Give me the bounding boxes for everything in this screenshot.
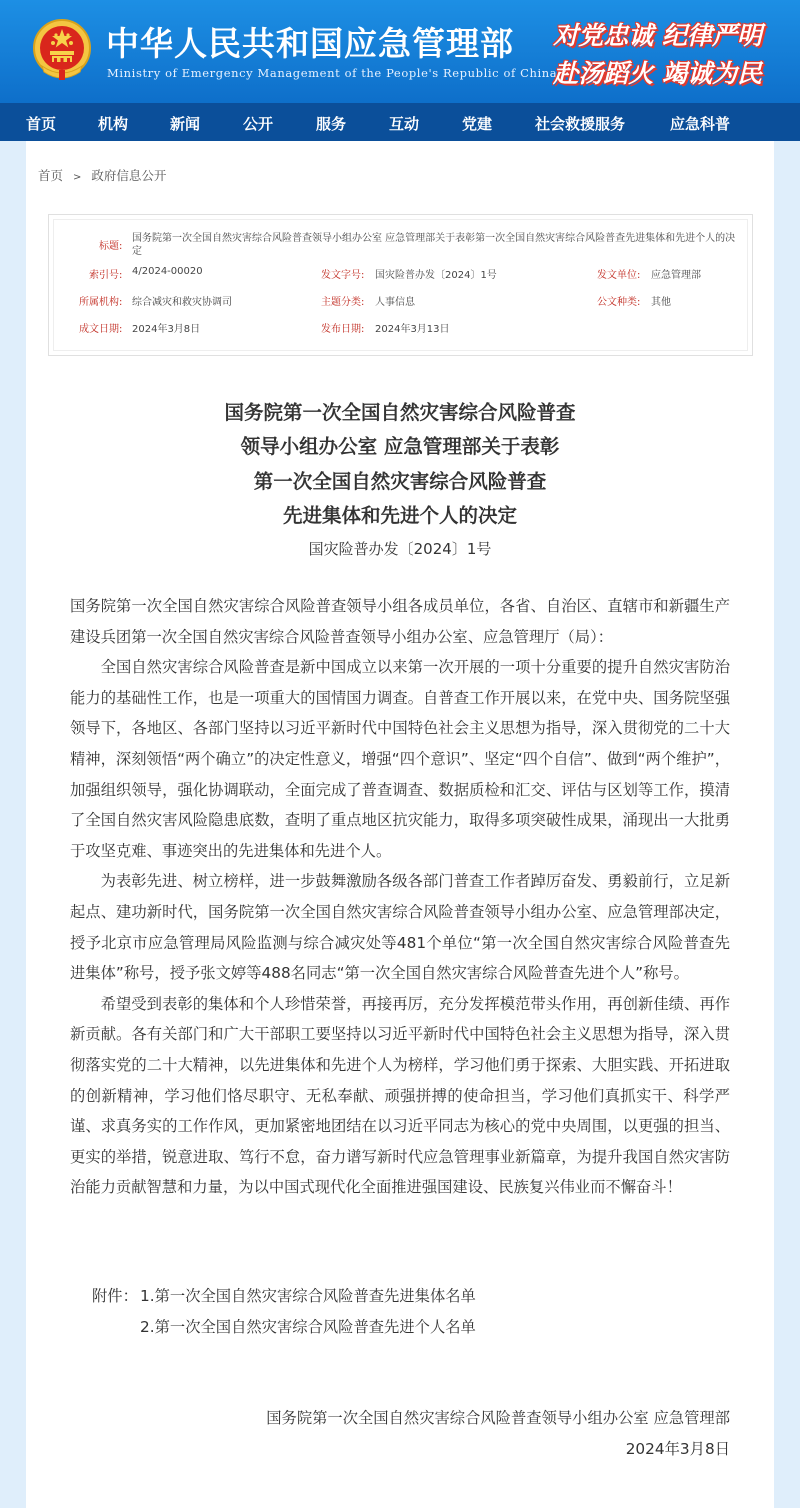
document-number: 国灾险普办发〔2024〕1号 <box>308 540 492 558</box>
attachment-1-link[interactable]: 1.第一次全国自然灾害综合风险普查先进集体名单 <box>140 1287 476 1305</box>
meta-docno-value: 国灾险普办发〔2024〕1号 <box>375 270 497 281</box>
document-title-line-3: 第一次全国自然灾害综合风险普查 <box>253 470 547 493</box>
nav-item-interaction[interactable]: 互动 <box>389 115 420 133</box>
main-nav <box>0 103 800 141</box>
attachment-2-link[interactable]: 2.第一次全国自然灾害综合风险普查先进个人名单 <box>140 1318 476 1336</box>
breadcrumb-current[interactable]: 政府信息公开 <box>91 168 167 183</box>
meta-issuer-label: 发文单位: <box>597 270 641 281</box>
meta-index-label: 索引号: <box>89 270 123 281</box>
document-meta-box <box>48 214 753 356</box>
site-header <box>0 0 800 103</box>
meta-title-value: 国务院第一次全国自然灾害综合风险普查领导小组办公室 应急管理部关于表彰第一次全国自然灾害综合风险普查先进集体和先进个人的决定 <box>132 233 736 257</box>
attachment-label: 附件： <box>92 1287 138 1305</box>
salutation: 国务院第一次全国自然灾害综合风险普查领导小组各成员单位，各省、自治区、直辖市和新疆生产建设兵团第一次全国自然灾害综合风险普查领导小组办公室、应急管理厅（局）： <box>70 597 730 646</box>
meta-type-value: 其他 <box>651 297 671 308</box>
nav-item-party[interactable]: 党建 <box>462 115 493 133</box>
meta-index-value: 4/2024-00020 <box>132 266 203 277</box>
slogan-line-1: 对党忠诚 纪律严明 <box>553 21 762 50</box>
document-title-line-2: 领导小组办公室 应急管理部关于表彰 <box>240 435 560 458</box>
document-title-line-4: 先进集体和先进个人的决定 <box>282 504 517 527</box>
content-panel <box>26 141 774 1508</box>
meta-type-label: 公文种类: <box>597 297 641 308</box>
slogan-line-2: 赴汤蹈火 竭诚为民 <box>553 59 762 88</box>
nav-item-organization[interactable]: 机构 <box>98 115 129 133</box>
meta-docno-label: 发文字号: <box>321 270 365 281</box>
body-paragraph-2: 为表彰先进、树立榜样，进一步鼓舞激励各级各部门普查工作者踔厉奋发、勇毅前行，立足新起点、建功新时代，国务院第一次全国自然灾害综合风险普查领导小组办公室、应急管理部决定，授予北京市应急管理局风险监测与综合减灾处等481个单位“第一次全国自然灾害综合风险普查先进集体”称号，授予张文婷等488名同志“第一次全国自然灾害综合风险普查先进个人”称号。 <box>70 872 730 983</box>
signature-date: 2024年3月8日 <box>625 1440 730 1458</box>
nav-item-rescue-services[interactable]: 社会救援服务 <box>535 115 626 133</box>
nav-item-home[interactable]: 首页 <box>26 115 57 133</box>
site-title-en: Ministry of Emergency Management of the People's Republic of China <box>107 66 558 80</box>
meta-topic-value: 人事信息 <box>375 297 415 308</box>
document-title-line-1: 国务院第一次全国自然灾害综合风险普查 <box>224 401 576 424</box>
body-paragraph-1: 全国自然灾害综合风险普查是新中国成立以来第一次开展的一项十分重要的提升自然灾害防治能力的基础性工作，也是一项重大的国情国力调查。自普查工作开展以来，在党中央、国务院坚强领导下，各地区、各部门坚持以习近平新时代中国特色社会主义思想为指导，深入贯彻党的二十大精神，深刻领悟“两个确立”的决定性意义，增强“四个意识”、坚定“四个自信”、做到“两个维护”，加强组织领导，强化协调联动，全面完成了普查调查、数据质检和汇交、评估与区划等工作，摸清了全国自然灾害风险隐患底数，查明了重点地区抗灾能力，取得多项突破性成果，涌现出一大批勇于攻坚克难、事迹突出的先进集体和先进个人。 <box>70 658 730 860</box>
signature-organization: 国务院第一次全国自然灾害综合风险普查领导小组办公室 应急管理部 <box>266 1409 730 1427</box>
body-paragraph-3: 希望受到表彰的集体和个人珍惜荣誉，再接再厉，充分发挥模范带头作用，再创新佳绩、再作新贡献。各有关部门和广大干部职工要坚持以习近平新时代中国特色社会主义思想为指导，深入贯彻落实党的二十大精神，以先进集体和先进个人为榜样，学习他们勇于探索、大胆实践、开拓进取的创新精神，学习他们恪尽职守、无私奉献、顽强拼搏的使命担当，学习他们真抓实干、科学严谨、求真务实的工作作风，更加紧密地团结在以习近平同志为核心的党中央周围，以更强的担当、更实的举措，锐意进取、笃行不怠，奋力谱写新时代应急管理事业新篇章，为提升我国自然灾害防治能力贡献智慧和力量，为以中国式现代化全面推进强国建设、民族复兴伟业而不懈奋斗！ <box>70 994 730 1197</box>
site-title-cn[interactable]: 中华人民共和国应急管理部 <box>106 24 514 63</box>
meta-org-label: 所属机构: <box>79 297 123 308</box>
breadcrumb-separator: > <box>73 172 82 183</box>
meta-title-label: 标题: <box>99 241 123 252</box>
meta-topic-label: 主题分类: <box>321 297 365 308</box>
national-emblem-icon[interactable] <box>32 18 92 82</box>
breadcrumb <box>38 166 166 184</box>
document-body <box>70 591 730 1203</box>
nav-item-news[interactable]: 新闻 <box>170 115 201 133</box>
meta-created-label: 成文日期: <box>79 324 123 335</box>
breadcrumb-home[interactable]: 首页 <box>38 168 64 183</box>
meta-created-value: 2024年3月8日 <box>132 324 201 335</box>
meta-published-label: 发布日期: <box>321 324 365 335</box>
meta-org-value: 综合减灾和救灾协调司 <box>132 297 232 308</box>
nav-item-services[interactable]: 服务 <box>316 115 347 133</box>
nav-item-public[interactable]: 公开 <box>243 115 274 133</box>
meta-published-value: 2024年3月13日 <box>375 324 450 335</box>
nav-item-science[interactable]: 应急科普 <box>670 115 731 133</box>
meta-issuer-value: 应急管理部 <box>651 270 701 281</box>
